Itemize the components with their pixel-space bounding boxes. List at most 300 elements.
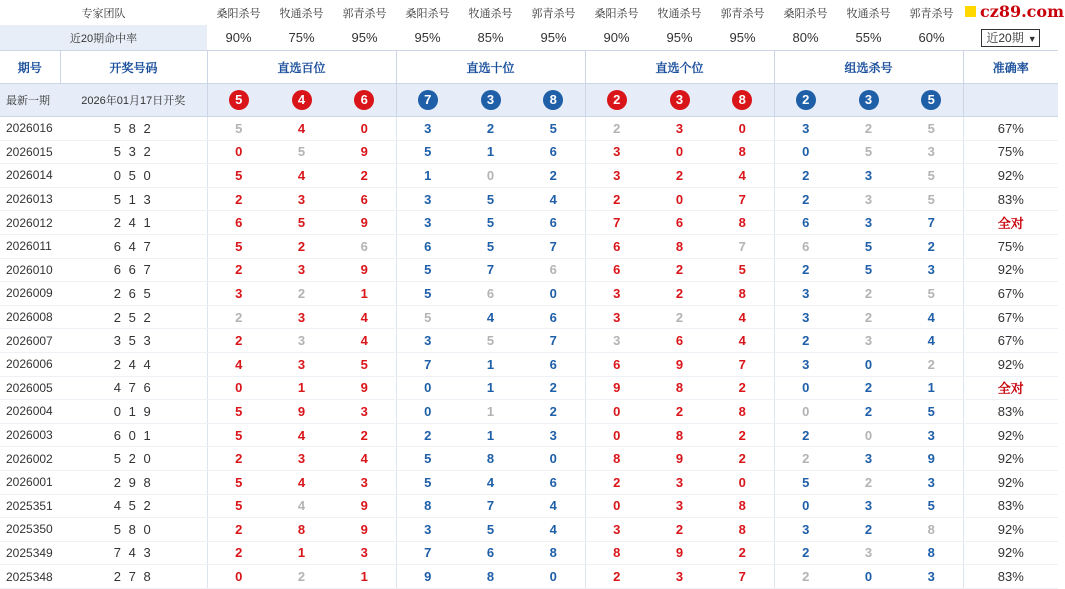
kill-number: 2	[207, 329, 270, 353]
kill-number: 6	[459, 282, 522, 306]
kill-number: 9	[333, 140, 396, 164]
latest-kill-cell	[774, 84, 837, 117]
kill-number: 0	[585, 423, 648, 447]
kill-number: 5	[900, 494, 963, 518]
kill-number: 3	[774, 282, 837, 306]
kill-number: 1	[270, 541, 333, 565]
kill-number: 9	[333, 211, 396, 235]
kill-ball: 5	[229, 90, 249, 110]
issue-number: 2026005	[0, 376, 60, 400]
kill-ball: 3	[481, 90, 501, 110]
kill-number: 5	[396, 282, 459, 306]
table-row	[0, 376, 1058, 400]
draw-number: 0 1 9	[60, 400, 207, 424]
kill-number: 4	[711, 329, 774, 353]
kill-number: 2	[837, 376, 900, 400]
draw-number: 2 4 1	[60, 211, 207, 235]
expert-header-row	[0, 0, 1058, 25]
kill-number: 2	[711, 541, 774, 565]
kill-number: 2	[774, 565, 837, 589]
kill-number: 0	[207, 565, 270, 589]
kill-number: 5	[207, 164, 270, 188]
kill-number: 0	[522, 565, 585, 589]
kill-number: 2	[774, 164, 837, 188]
col-group-combo: 组选杀号	[774, 51, 963, 84]
accuracy-value: 全对	[963, 211, 1058, 235]
kill-number: 3	[837, 164, 900, 188]
kill-number: 9	[648, 541, 711, 565]
issue-number: 2026001	[0, 470, 60, 494]
table-row	[0, 211, 1058, 235]
col-group-tens: 直选十位	[396, 51, 585, 84]
accuracy-value: 92%	[963, 352, 1058, 376]
table-row	[0, 234, 1058, 258]
kill-number: 2	[774, 423, 837, 447]
kill-number: 5	[522, 117, 585, 141]
kill-number: 8	[585, 447, 648, 471]
draw-number: 3 5 3	[60, 329, 207, 353]
kill-number: 2	[270, 565, 333, 589]
kill-number: 9	[333, 494, 396, 518]
kill-number: 1	[459, 400, 522, 424]
kill-ball: 4	[292, 90, 312, 110]
kill-number: 0	[207, 140, 270, 164]
kill-number: 2	[774, 187, 837, 211]
kill-number: 5	[207, 470, 270, 494]
kill-number: 2	[648, 258, 711, 282]
accuracy-value: 67%	[963, 282, 1058, 306]
kill-number: 2	[207, 447, 270, 471]
draw-number: 5 2 0	[60, 447, 207, 471]
kill-number: 4	[522, 187, 585, 211]
latest-kill-cell	[648, 84, 711, 117]
accuracy-value: 92%	[963, 518, 1058, 542]
kill-number: 2	[837, 282, 900, 306]
issue-number: 2026003	[0, 423, 60, 447]
kill-number: 6	[774, 211, 837, 235]
draw-number: 4 5 2	[60, 494, 207, 518]
kill-number: 5	[900, 187, 963, 211]
kill-number: 0	[774, 400, 837, 424]
kill-number: 8	[396, 494, 459, 518]
expert-name: 郭青杀号	[720, 7, 765, 20]
expert-name: 桑阳杀号	[405, 7, 450, 20]
table-row	[0, 258, 1058, 282]
hit-rate: 95%	[522, 25, 585, 51]
draw-number: 5 8 2	[60, 117, 207, 141]
kill-number: 8	[648, 376, 711, 400]
kill-number: 6	[459, 541, 522, 565]
expert-name: 牧通杀号	[657, 7, 702, 20]
kill-number: 2	[837, 117, 900, 141]
kill-number: 2	[711, 423, 774, 447]
kill-number: 9	[648, 447, 711, 471]
kill-number: 7	[711, 565, 774, 589]
kill-number: 5	[459, 211, 522, 235]
expert-name: 郭青杀号	[342, 7, 387, 20]
kill-number: 5	[207, 494, 270, 518]
kill-number: 6	[522, 470, 585, 494]
hit-rate: 55%	[837, 25, 900, 51]
kill-number: 3	[270, 352, 333, 376]
latest-kill-cell	[396, 84, 459, 117]
kill-number: 3	[900, 565, 963, 589]
kill-number: 0	[837, 423, 900, 447]
kill-number: 3	[648, 494, 711, 518]
kill-ball: 8	[543, 90, 563, 110]
issue-number: 2026016	[0, 117, 60, 141]
kill-number: 6	[522, 352, 585, 376]
draw-number: 2 6 5	[60, 282, 207, 306]
kill-number: 6	[648, 211, 711, 235]
kill-number: 2	[900, 352, 963, 376]
draw-number: 2 5 2	[60, 305, 207, 329]
kill-number: 5	[837, 140, 900, 164]
kill-number: 5	[207, 400, 270, 424]
expert-name: 牧通杀号	[846, 7, 891, 20]
accuracy-value: 83%	[963, 187, 1058, 211]
kill-number: 3	[396, 329, 459, 353]
latest-kill-cell	[207, 84, 270, 117]
kill-number: 0	[522, 447, 585, 471]
kill-number: 5	[333, 352, 396, 376]
kill-number: 2	[837, 400, 900, 424]
kill-number: 8	[711, 211, 774, 235]
kill-number: 3	[900, 423, 963, 447]
kill-number: 0	[207, 376, 270, 400]
draw-number: 0 5 0	[60, 164, 207, 188]
kill-number: 3	[585, 140, 648, 164]
hit-rate: 95%	[396, 25, 459, 51]
table-row	[0, 565, 1058, 589]
kill-number: 5	[459, 518, 522, 542]
hit-rate: 80%	[774, 25, 837, 51]
table-row	[0, 423, 1058, 447]
kill-number: 2	[774, 447, 837, 471]
draw-number: 5 8 0	[60, 518, 207, 542]
kill-number: 4	[270, 494, 333, 518]
draw-number: 5 1 3	[60, 187, 207, 211]
kill-number: 1	[270, 376, 333, 400]
table-row	[0, 329, 1058, 353]
kill-ball: 3	[859, 90, 879, 110]
kill-number: 0	[648, 187, 711, 211]
accuracy-value: 75%	[963, 140, 1058, 164]
kill-number: 2	[774, 258, 837, 282]
kill-ball: 5	[921, 90, 941, 110]
kill-number: 5	[396, 258, 459, 282]
kill-number: 5	[459, 234, 522, 258]
kill-number: 7	[459, 494, 522, 518]
table-row	[0, 352, 1058, 376]
kill-number: 3	[585, 329, 648, 353]
kill-ball: 7	[418, 90, 438, 110]
latest-kill-cell	[711, 84, 774, 117]
kill-number: 2	[207, 541, 270, 565]
kill-number: 3	[774, 352, 837, 376]
kill-number: 3	[774, 305, 837, 329]
kill-number: 8	[900, 541, 963, 565]
kill-number: 3	[270, 447, 333, 471]
accuracy-value: 92%	[963, 258, 1058, 282]
kill-number: 9	[900, 447, 963, 471]
period-select-value: 近20期	[986, 30, 1024, 45]
kill-number: 6	[333, 234, 396, 258]
accuracy-value: 83%	[963, 565, 1058, 589]
kill-number: 3	[585, 518, 648, 542]
table-row	[0, 541, 1058, 565]
kill-number: 2	[270, 234, 333, 258]
kill-number: 2	[774, 329, 837, 353]
kill-number: 2	[522, 376, 585, 400]
kill-number: 7	[711, 352, 774, 376]
kill-number: 6	[585, 258, 648, 282]
table-row	[0, 518, 1058, 542]
kill-number: 2	[585, 117, 648, 141]
kill-number: 4	[333, 305, 396, 329]
site-logo	[963, 2, 1065, 20]
kill-number: 1	[459, 352, 522, 376]
kill-number: 8	[900, 518, 963, 542]
kill-number: 9	[333, 258, 396, 282]
kill-number: 4	[459, 470, 522, 494]
kill-number: 3	[774, 117, 837, 141]
table-row	[0, 305, 1058, 329]
kill-number: 3	[648, 117, 711, 141]
kill-number: 5	[900, 117, 963, 141]
latest-kill-cell	[459, 84, 522, 117]
kill-number: 3	[270, 329, 333, 353]
kill-number: 8	[648, 423, 711, 447]
issue-number: 2026006	[0, 352, 60, 376]
accuracy-value: 92%	[963, 541, 1058, 565]
hit-rate: 85%	[459, 25, 522, 51]
hit-rate-label: 近20期命中率	[0, 25, 207, 51]
issue-number: 2026007	[0, 329, 60, 353]
kill-number: 6	[585, 234, 648, 258]
kill-number: 5	[459, 187, 522, 211]
kill-number: 2	[711, 447, 774, 471]
issue-number: 2026010	[0, 258, 60, 282]
kill-number: 8	[711, 518, 774, 542]
expert-name: 牧通杀号	[279, 7, 324, 20]
kill-number: 3	[900, 470, 963, 494]
kill-number: 5	[270, 211, 333, 235]
kill-number: 4	[711, 164, 774, 188]
draw-number: 2 7 8	[60, 565, 207, 589]
kill-number: 3	[837, 211, 900, 235]
team-label: 专家团队	[81, 7, 126, 20]
table-row	[0, 187, 1058, 211]
expert-name: 桑阳杀号	[216, 7, 261, 20]
kill-number: 0	[711, 470, 774, 494]
kill-number: 0	[837, 565, 900, 589]
kill-number: 1	[459, 423, 522, 447]
chevron-down-icon: ▼	[1027, 33, 1037, 44]
kill-number: 3	[396, 518, 459, 542]
kill-number: 2	[711, 376, 774, 400]
accuracy-value: 67%	[963, 305, 1058, 329]
expert-name: 桑阳杀号	[594, 7, 639, 20]
logo-text: cz89.com	[980, 1, 1065, 21]
kill-number: 2	[774, 541, 837, 565]
expert-name: 郭青杀号	[909, 7, 954, 20]
kill-number: 3	[396, 117, 459, 141]
issue-number: 2025349	[0, 541, 60, 565]
kill-number: 0	[585, 400, 648, 424]
table-row	[0, 470, 1058, 494]
kill-number: 1	[459, 140, 522, 164]
kill-number: 0	[711, 117, 774, 141]
kill-number: 2	[333, 423, 396, 447]
kill-number: 5	[900, 164, 963, 188]
kill-number: 2	[207, 305, 270, 329]
table-row	[0, 447, 1058, 471]
kill-number: 9	[270, 400, 333, 424]
kill-number: 5	[207, 423, 270, 447]
kill-number: 0	[648, 140, 711, 164]
kill-number: 5	[396, 470, 459, 494]
col-issue: 期号	[0, 51, 60, 84]
table-row	[0, 117, 1058, 141]
kill-number: 1	[333, 282, 396, 306]
kill-number: 7	[396, 352, 459, 376]
kill-number: 9	[333, 376, 396, 400]
kill-number: 4	[270, 470, 333, 494]
kill-number: 2	[585, 565, 648, 589]
kill-number: 5	[207, 234, 270, 258]
kill-number: 3	[900, 258, 963, 282]
kill-number: 8	[270, 518, 333, 542]
accuracy-value: 83%	[963, 400, 1058, 424]
kill-number: 0	[585, 494, 648, 518]
period-select[interactable]	[981, 29, 1039, 47]
kill-number: 3	[270, 187, 333, 211]
kill-number: 5	[396, 140, 459, 164]
kill-number: 4	[900, 329, 963, 353]
kill-number: 0	[459, 164, 522, 188]
kill-number: 2	[648, 400, 711, 424]
logo-mark-icon	[965, 6, 976, 17]
issue-number: 2026015	[0, 140, 60, 164]
kill-number: 2	[648, 518, 711, 542]
kill-number: 6	[207, 211, 270, 235]
accuracy-value: 92%	[963, 164, 1058, 188]
kill-number: 6	[774, 234, 837, 258]
kill-number: 0	[774, 494, 837, 518]
issue-number: 2025348	[0, 565, 60, 589]
latest-kill-cell	[270, 84, 333, 117]
kill-number: 5	[837, 234, 900, 258]
draw-number: 6 4 7	[60, 234, 207, 258]
kill-number: 5	[396, 305, 459, 329]
latest-kill-cell	[585, 84, 648, 117]
kill-number: 0	[774, 140, 837, 164]
hit-rate-row	[0, 25, 1058, 51]
draw-number: 2 4 4	[60, 352, 207, 376]
kill-number: 8	[711, 400, 774, 424]
kill-number: 7	[522, 329, 585, 353]
kill-number: 1	[900, 376, 963, 400]
kill-number: 2	[837, 470, 900, 494]
kill-number: 2	[648, 164, 711, 188]
kill-number: 2	[207, 187, 270, 211]
kill-number: 4	[711, 305, 774, 329]
kill-number: 2	[900, 234, 963, 258]
issue-number: 2026011	[0, 234, 60, 258]
kill-number: 2	[522, 164, 585, 188]
kill-number: 5	[207, 117, 270, 141]
kill-number: 4	[522, 494, 585, 518]
kill-number: 7	[711, 234, 774, 258]
kill-number: 6	[522, 211, 585, 235]
expert-name: 桑阳杀号	[783, 7, 828, 20]
kill-number: 7	[900, 211, 963, 235]
kill-number: 8	[648, 234, 711, 258]
accuracy-value: 67%	[963, 117, 1058, 141]
hit-rate: 60%	[900, 25, 963, 51]
col-group-units: 直选个位	[585, 51, 774, 84]
kill-number: 9	[648, 352, 711, 376]
kill-number: 6	[648, 329, 711, 353]
table-row	[0, 164, 1058, 188]
kill-number: 9	[396, 565, 459, 589]
kill-ball: 6	[354, 90, 374, 110]
kill-number: 2	[459, 117, 522, 141]
kill-number: 0	[333, 117, 396, 141]
draw-number: 2 9 8	[60, 470, 207, 494]
kill-number: 3	[585, 164, 648, 188]
kill-number: 6	[522, 258, 585, 282]
kill-number: 0	[522, 282, 585, 306]
kill-number: 2	[585, 187, 648, 211]
hit-rate: 90%	[585, 25, 648, 51]
latest-kill-cell	[333, 84, 396, 117]
kill-number: 3	[207, 282, 270, 306]
kill-number: 3	[333, 541, 396, 565]
latest-kill-cell	[900, 84, 963, 117]
table-row	[0, 400, 1058, 424]
kill-number: 4	[207, 352, 270, 376]
kill-number: 2	[207, 518, 270, 542]
kill-number: 4	[270, 423, 333, 447]
issue-number: 2026012	[0, 211, 60, 235]
kill-number: 3	[396, 211, 459, 235]
kill-number: 2	[837, 518, 900, 542]
expert-name: 牧通杀号	[468, 7, 513, 20]
kill-number: 8	[522, 541, 585, 565]
kill-number: 5	[774, 470, 837, 494]
kill-number: 5	[900, 400, 963, 424]
kill-ball: 2	[607, 90, 627, 110]
column-header-row	[0, 51, 1058, 84]
kill-number: 3	[837, 494, 900, 518]
table-row	[0, 494, 1058, 518]
latest-row	[0, 84, 1058, 117]
issue-number: 2026014	[0, 164, 60, 188]
accuracy-value: 92%	[963, 470, 1058, 494]
hit-rate: 95%	[711, 25, 774, 51]
draw-number: 6 6 7	[60, 258, 207, 282]
kill-ball: 8	[732, 90, 752, 110]
kill-number: 3	[900, 140, 963, 164]
kill-number: 4	[270, 164, 333, 188]
kill-number: 3	[585, 282, 648, 306]
hit-rate: 90%	[207, 25, 270, 51]
expert-name: 郭青杀号	[531, 7, 576, 20]
kill-number: 8	[711, 494, 774, 518]
kill-number: 1	[333, 565, 396, 589]
